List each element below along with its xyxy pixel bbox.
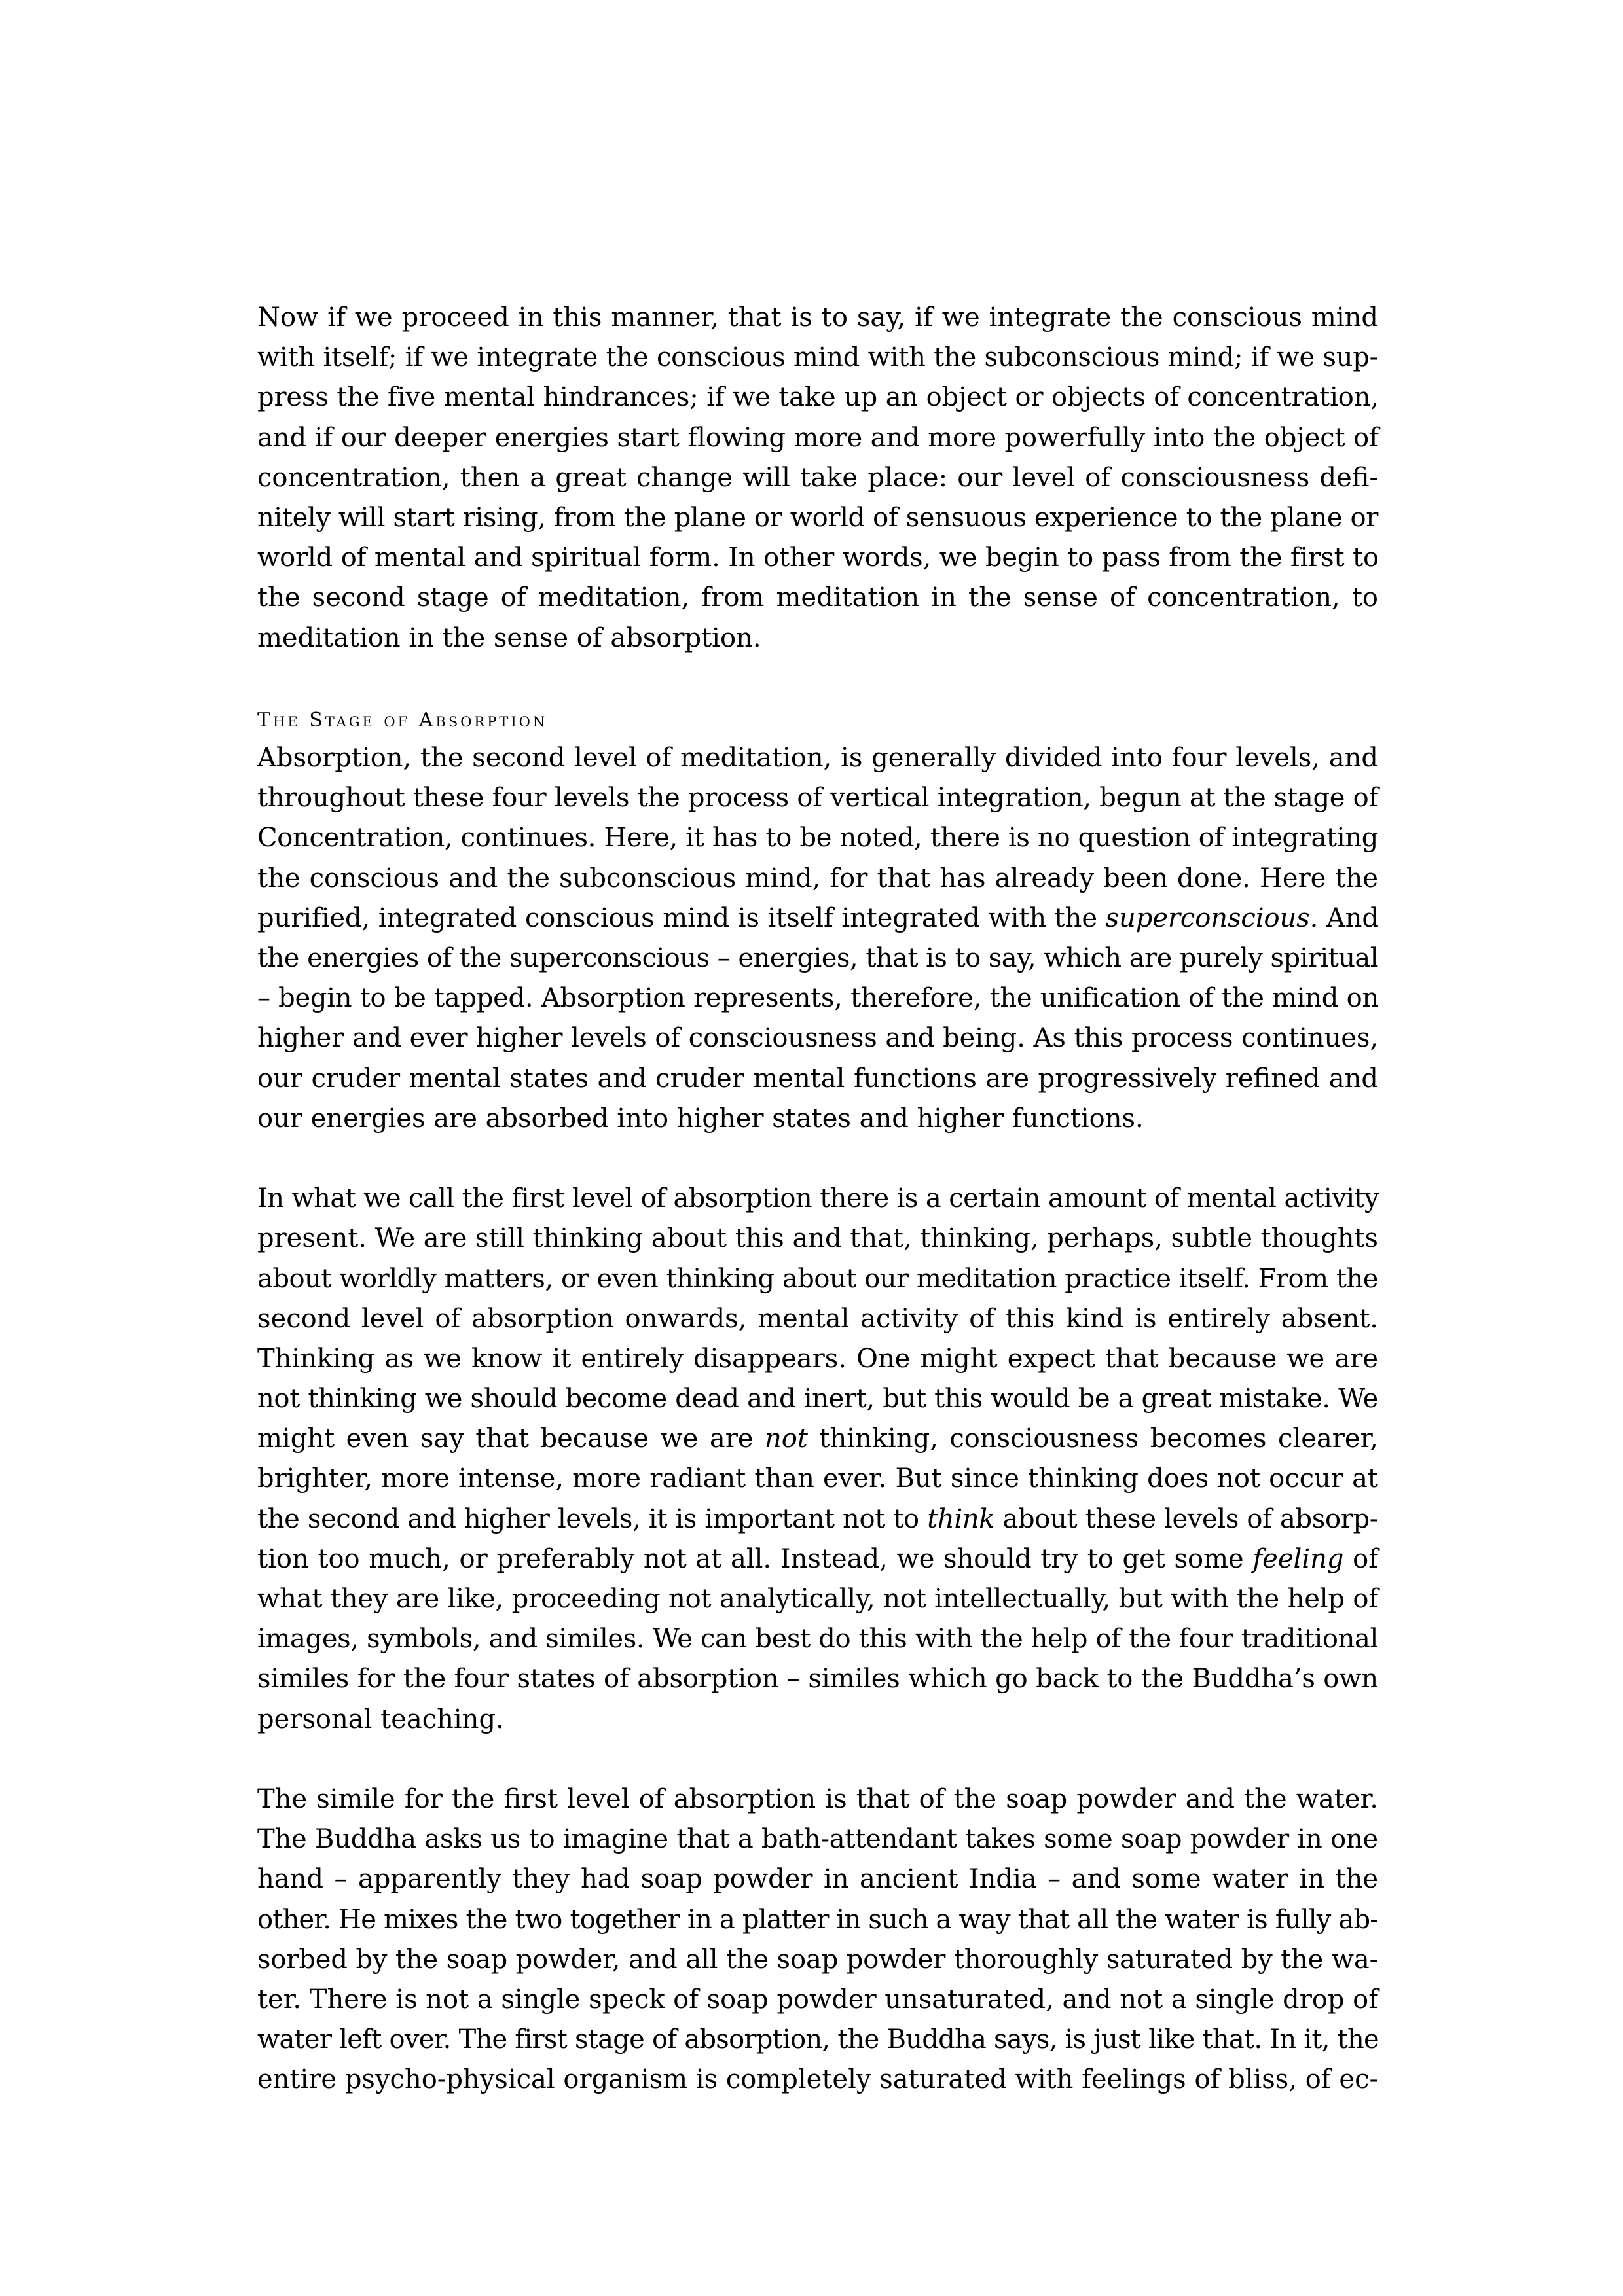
text-line: hand – apparently they had soap powder in ancient India – and some water in the xyxy=(257,1864,1378,1895)
text-line: images, symbols, and similes. We can best do this with the help of the four traditional xyxy=(257,1624,1378,1655)
text-run: the second and higher levels, it is important not to xyxy=(257,1503,928,1534)
text-line xyxy=(257,899,1378,939)
text-line: The simile for the first level of absorption is that of the soap powder and the water. xyxy=(257,1784,1378,1814)
paragraph-gap xyxy=(257,1139,1378,1179)
paragraph xyxy=(257,1780,1378,2100)
text-line: In what we call the first level of absorption there is a certain amount of mental activity xyxy=(257,1183,1379,1214)
text-line: world of mental and spiritual form. In other words, we begin to pass from the first to xyxy=(257,543,1379,573)
text-line xyxy=(257,1419,1378,1459)
paragraph xyxy=(257,298,1378,658)
text-line: other. He mixes the two together in a platter in such a way that all the water is fully ab- xyxy=(257,1904,1378,1935)
text-run: And xyxy=(1318,903,1379,933)
text-line: The Buddha asks us to imagine that a bath-attendant takes some soap powder in one xyxy=(257,1824,1378,1855)
text-line xyxy=(257,1539,1378,1579)
text-line: nitely will start rising, from the plane or world of sensuous experience to the plane or xyxy=(257,502,1378,533)
text-line: higher and ever higher levels of consciousness and being. As this process continues, xyxy=(257,1023,1378,1054)
text-line: and if our deeper energies start flowing more and more powerfully into the object of xyxy=(257,422,1379,453)
text-line: the energies of the superconscious – energies, that is to say, which are purely spiritual xyxy=(257,943,1378,973)
text-line: personal teaching. xyxy=(257,1704,504,1734)
text-line: similes for the four states of absorption – similes which go back to the Buddha’s own xyxy=(257,1664,1379,1695)
text-line: our energies are absorbed into higher states and higher functions. xyxy=(257,1103,1144,1134)
text-run: might even say that because we are xyxy=(257,1424,765,1454)
text-line: brighter, more intense, more radiant than ever. But since thinking does not occur at xyxy=(257,1463,1378,1494)
text-run: tion too much, or preferably not at all. Instead, we should try to get some xyxy=(257,1543,1253,1574)
section-heading: The Stage of Absorption xyxy=(257,708,548,732)
text-line: Now if we proceed in this manner, that is to say, if we integrate the conscious mind xyxy=(257,302,1378,332)
text-run: thinking, consciousness becomes clearer, xyxy=(807,1424,1379,1454)
text-run: of xyxy=(1343,1543,1378,1574)
text-line: Thinking as we know it entirely disappears. One might expect that because we are xyxy=(257,1343,1378,1374)
page-body xyxy=(257,298,1378,2100)
text-line: about worldly matters, or even thinking about our meditation practice itself. From the xyxy=(257,1263,1378,1294)
text-line: second level of absorption onwards, mental activity of this kind is entirely absent. xyxy=(257,1303,1378,1334)
text-line: press the five mental hindrances; if we take up an object or objects of concentration, xyxy=(257,382,1379,413)
text-line: ter. There is not a single speck of soap powder unsaturated, and not a single drop of xyxy=(257,1984,1378,2015)
text-line: concentration, then a great change will take place: our level of consciousness defi- xyxy=(257,462,1378,493)
paragraph-gap xyxy=(257,658,1378,698)
paragraph xyxy=(257,738,1378,1139)
emphasis: think xyxy=(927,1503,995,1534)
text-line: Absorption, the second level of meditation, is generally divided into four levels, and xyxy=(257,743,1378,774)
text-line: our cruder mental states and cruder mental functions are progressively refined and xyxy=(257,1063,1378,1094)
text-line: meditation in the sense of absorption. xyxy=(257,622,761,653)
paragraph-gap xyxy=(257,1740,1378,1780)
text-line: – begin to be tapped. Absorption represents, therefore, the unification of the mind on xyxy=(257,983,1379,1014)
text-line xyxy=(257,1499,1378,1539)
text-line: the conscious and the subconscious mind, for that has already been done. Here the xyxy=(257,863,1378,893)
text-line: not thinking we should become dead and inert, but this would be a great mistake. We xyxy=(257,1384,1378,1414)
text-run: about these levels of absorp- xyxy=(994,1503,1378,1534)
text-line: throughout these four levels the process of vertical integration, begun at the stage of xyxy=(257,783,1378,814)
paragraph xyxy=(257,1179,1378,1740)
text-line: the second stage of meditation, from meditation in the sense of concentration, to xyxy=(257,583,1378,613)
emphasis: not xyxy=(765,1424,808,1454)
text-line: water left over. The first stage of absorption, the Buddha says, is just like that. In it, the xyxy=(257,2024,1379,2055)
text-line: Concentration, continues. Here, it has to be noted, there is no question of integrating xyxy=(257,823,1378,853)
text-line: sorbed by the soap powder, and all the soap powder thoroughly saturated by the wa- xyxy=(257,1944,1378,1975)
text-line: with itself; if we integrate the conscious mind with the subconscious mind; if we sup- xyxy=(257,342,1378,373)
text-line: what they are like, proceeding not analytically, not intellectually, but with the help of xyxy=(257,1584,1378,1614)
emphasis: feeling xyxy=(1252,1543,1344,1574)
text-run: purified, integrated conscious mind is itself integrated with the xyxy=(257,903,1106,933)
text-line: present. We are still thinking about this and that, thinking, perhaps, subtle thoughts xyxy=(257,1223,1378,1254)
emphasis: superconscious. xyxy=(1105,903,1319,933)
text-line: entire psycho-physical organism is completely saturated with feelings of bliss, of ec- xyxy=(257,2064,1378,2095)
